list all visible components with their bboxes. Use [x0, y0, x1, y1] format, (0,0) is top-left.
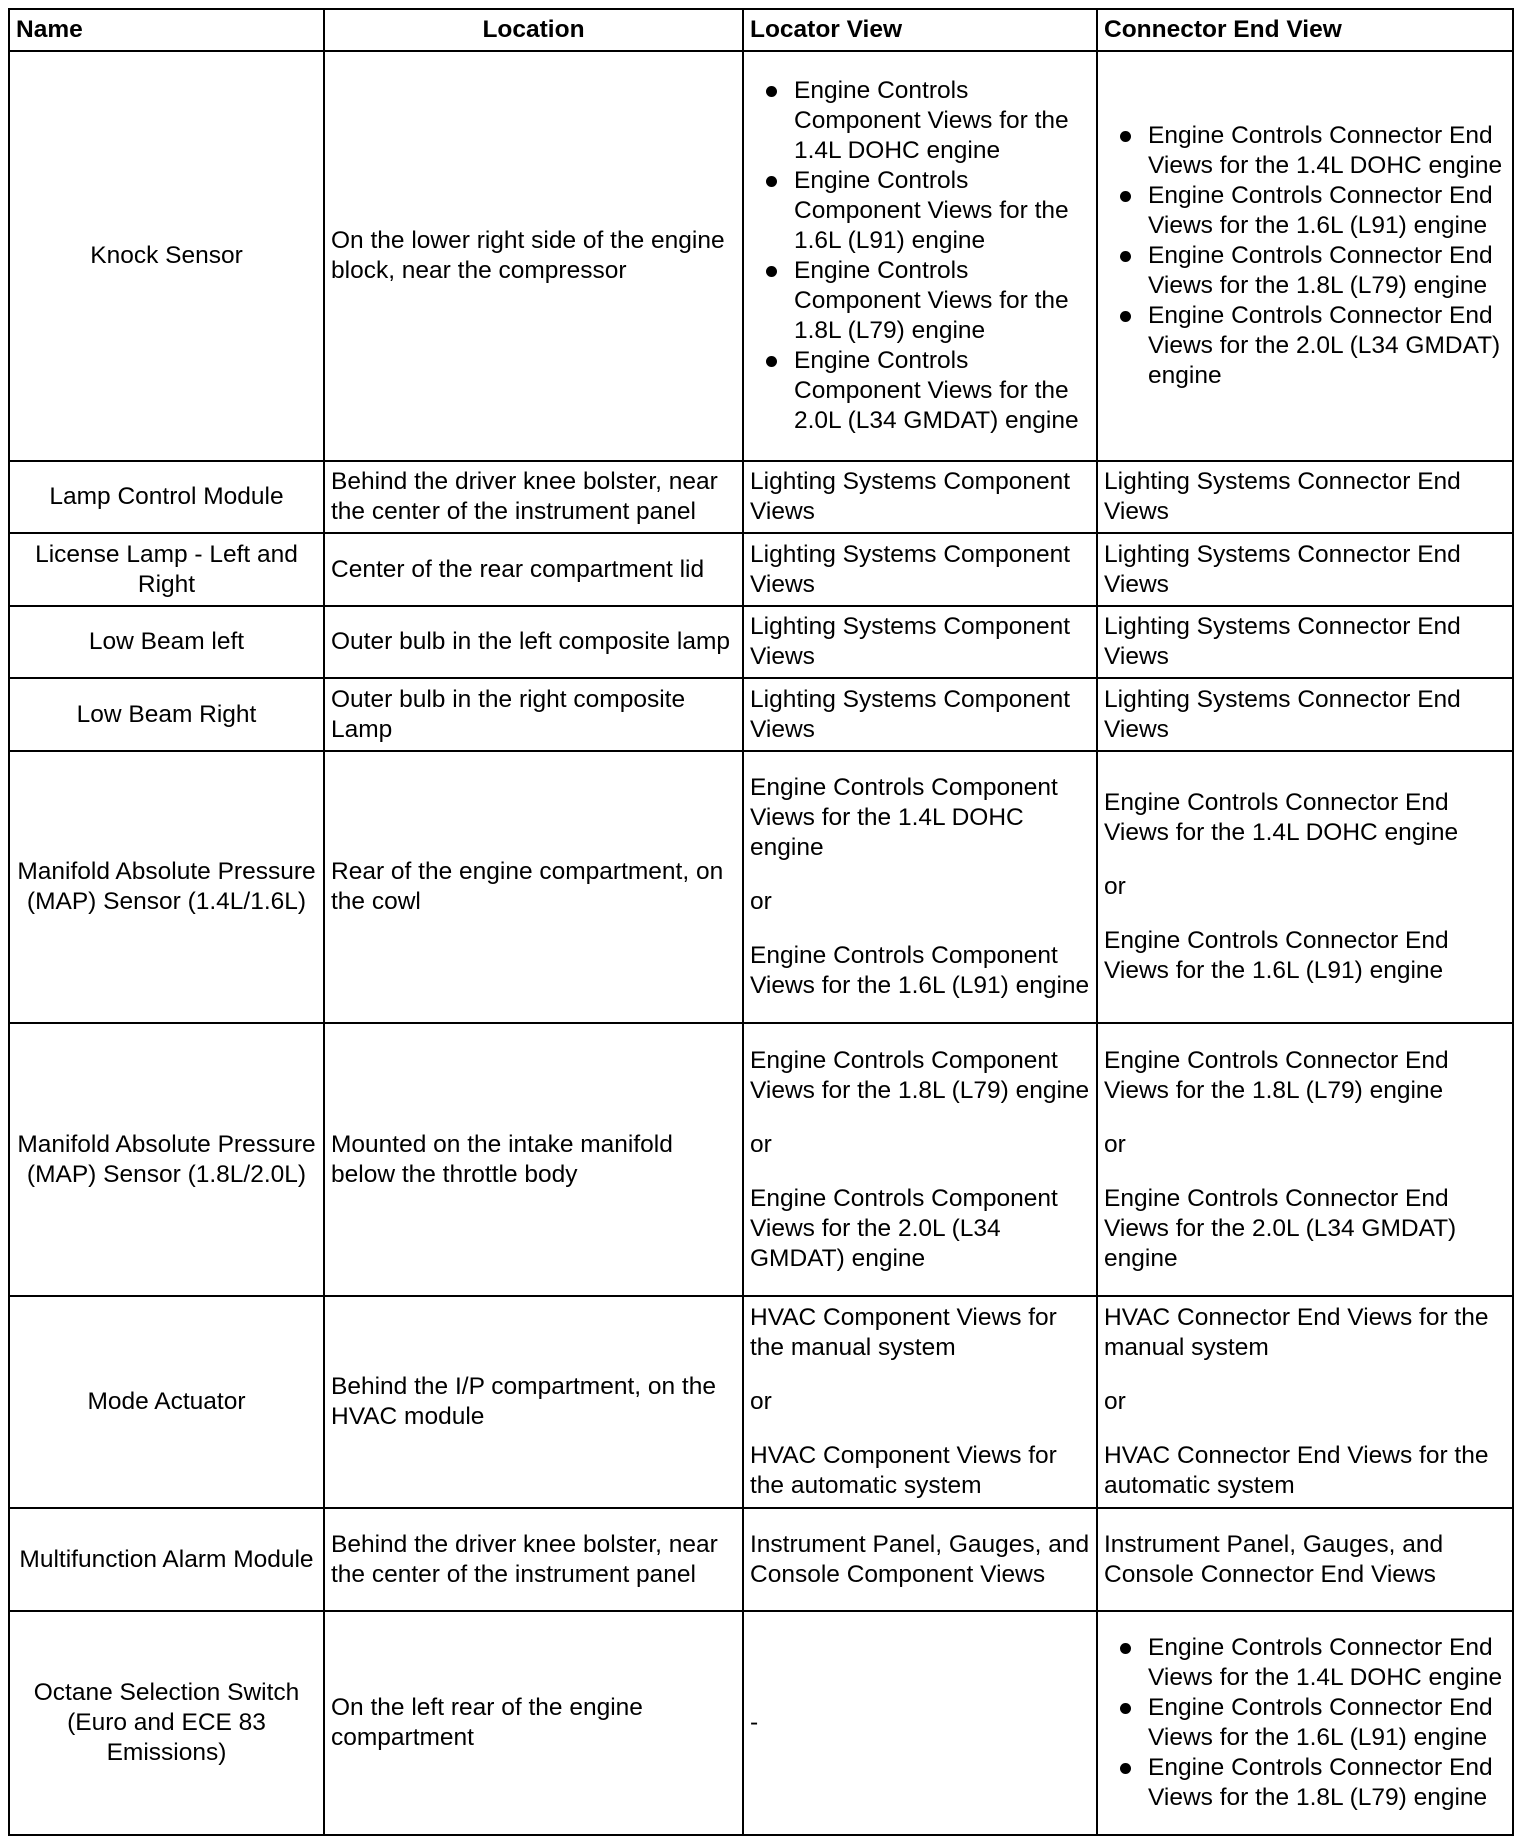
connector-option: HVAC Connector End Views for the manual system — [1104, 1304, 1489, 1361]
component-name: Low Beam Right — [9, 678, 324, 751]
table-row — [9, 1023, 1513, 1296]
component-name: Lamp Control Module — [9, 461, 324, 533]
connector-list — [1104, 121, 1506, 391]
locator-view: - — [743, 1611, 1097, 1835]
header-locator-view: Locator View — [743, 9, 1097, 51]
table-row — [9, 1611, 1513, 1835]
component-name: License Lamp - Left and Right — [9, 533, 324, 606]
table-row — [9, 751, 1513, 1023]
connector-end-view: Lighting Systems Connector End Views — [1097, 678, 1513, 751]
locator-view — [743, 1023, 1097, 1296]
component-name: Knock Sensor — [9, 51, 324, 461]
connector-end-view: Lighting Systems Connector End Views — [1097, 606, 1513, 678]
or-separator: or — [750, 1130, 772, 1158]
header-connector-end-view: Connector End View — [1097, 9, 1513, 51]
component-location: Behind the driver knee bolster, near the center of the instrument panel — [324, 461, 743, 533]
component-name: Octane Selection Switch (Euro and ECE 83 Emissions) — [9, 1611, 324, 1835]
locator-view: Lighting Systems Component Views — [743, 461, 1097, 533]
connector-end-view — [1097, 1611, 1513, 1835]
table-row — [9, 461, 1513, 533]
table-row — [9, 678, 1513, 751]
connector-end-view: Instrument Panel, Gauges, and Console Connector End Views — [1097, 1508, 1513, 1611]
locator-view: Lighting Systems Component Views — [743, 678, 1097, 751]
connector-end-view: Lighting Systems Connector End Views — [1097, 461, 1513, 533]
connector-end-view — [1097, 751, 1513, 1023]
connector-option: Engine Controls Connector End Views for the 2.0L (L34 GMDAT) engine — [1104, 1184, 1457, 1272]
locator-option: Engine Controls Component Views for the 1.8L (L79) engine — [750, 1046, 1090, 1104]
or-separator: or — [750, 1388, 772, 1415]
component-location: Center of the rear compartment lid — [324, 533, 743, 606]
header-name: Name — [9, 9, 324, 51]
locator-option: HVAC Component Views for the manual system — [750, 1304, 1057, 1361]
component-location: On the left rear of the engine compartment — [324, 1611, 743, 1835]
list-item: Engine Controls Component Views for the 2.0L (L34 GMDAT) engine — [750, 346, 1090, 436]
locator-option: Engine Controls Component Views for the 2.0L (L34 GMDAT) engine — [750, 1184, 1058, 1272]
or-separator: or — [750, 888, 772, 915]
table-row — [9, 606, 1513, 678]
table-row — [9, 51, 1513, 461]
locator-option: Engine Controls Component Views for the 1.6L (L91) engine — [750, 942, 1090, 999]
component-name: Multifunction Alarm Module — [9, 1508, 324, 1611]
list-item: Engine Controls Component Views for the 1.8L (L79) engine — [750, 256, 1090, 346]
table-row — [9, 533, 1513, 606]
list-item: Engine Controls Connector End Views for the 1.4L DOHC engine — [1104, 1633, 1506, 1693]
locator-view: Lighting Systems Component Views — [743, 533, 1097, 606]
connector-option: Engine Controls Connector End Views for the 1.8L (L79) engine — [1104, 1046, 1449, 1104]
locator-view — [743, 51, 1097, 461]
component-name: Manifold Absolute Pressure (MAP) Sensor (1.8L/2.0L) — [9, 1023, 324, 1296]
locator-view — [743, 751, 1097, 1023]
list-item: Engine Controls Connector End Views for the 1.6L (L91) engine — [1104, 181, 1506, 241]
component-name: Low Beam left — [9, 606, 324, 678]
or-separator: or — [1104, 1388, 1126, 1415]
list-item: Engine Controls Component Views for the 1.4L DOHC engine — [750, 76, 1090, 166]
component-location: Outer bulb in the left composite lamp — [324, 606, 743, 678]
list-item: Engine Controls Component Views for the 1.6L (L91) engine — [750, 166, 1090, 256]
connector-end-view — [1097, 51, 1513, 461]
header-row — [9, 9, 1513, 51]
header-location: Location — [324, 9, 743, 51]
connector-list — [1104, 1633, 1506, 1813]
connector-end-view: Lighting Systems Connector End Views — [1097, 533, 1513, 606]
table-row — [9, 1296, 1513, 1508]
component-name: Manifold Absolute Pressure (MAP) Sensor (1.4L/1.6L) — [9, 751, 324, 1023]
connector-end-view — [1097, 1023, 1513, 1296]
or-separator: or — [1104, 1130, 1126, 1158]
component-locator-table — [8, 8, 1514, 1836]
locator-view: Instrument Panel, Gauges, and Console Component Views — [743, 1508, 1097, 1611]
list-item: Engine Controls Connector End Views for the 1.8L (L79) engine — [1104, 1753, 1506, 1813]
component-name: Mode Actuator — [9, 1296, 324, 1508]
connector-option: Engine Controls Connector End Views for the 1.4L DOHC engine — [1104, 789, 1459, 846]
connector-end-view — [1097, 1296, 1513, 1508]
component-location: Rear of the engine compartment, on the cowl — [324, 751, 743, 1023]
list-item: Engine Controls Connector End Views for the 1.6L (L91) engine — [1104, 1693, 1506, 1753]
component-location: Behind the driver knee bolster, near the center of the instrument panel — [324, 1508, 743, 1611]
connector-option: Engine Controls Connector End Views for the 1.6L (L91) engine — [1104, 927, 1449, 984]
locator-list — [750, 76, 1090, 436]
component-location: On the lower right side of the engine block, near the compressor — [324, 51, 743, 461]
locator-option: Engine Controls Component Views for the 1.4L DOHC engine — [750, 774, 1058, 861]
component-location: Mounted on the intake manifold below the throttle body — [324, 1023, 743, 1296]
locator-view — [743, 1296, 1097, 1508]
list-item: Engine Controls Connector End Views for the 1.4L DOHC engine — [1104, 121, 1506, 181]
locator-view: Lighting Systems Component Views — [743, 606, 1097, 678]
component-location: Behind the I/P compartment, on the HVAC module — [324, 1296, 743, 1508]
list-item: Engine Controls Connector End Views for the 1.8L (L79) engine — [1104, 241, 1506, 301]
component-location: Outer bulb in the right composite Lamp — [324, 678, 743, 751]
locator-option: HVAC Component Views for the automatic system — [750, 1442, 1057, 1499]
connector-option: HVAC Connector End Views for the automatic system — [1104, 1442, 1489, 1499]
table-row — [9, 1508, 1513, 1611]
or-separator: or — [1104, 873, 1126, 900]
list-item: Engine Controls Connector End Views for the 2.0L (L34 GMDAT) engine — [1104, 301, 1506, 391]
